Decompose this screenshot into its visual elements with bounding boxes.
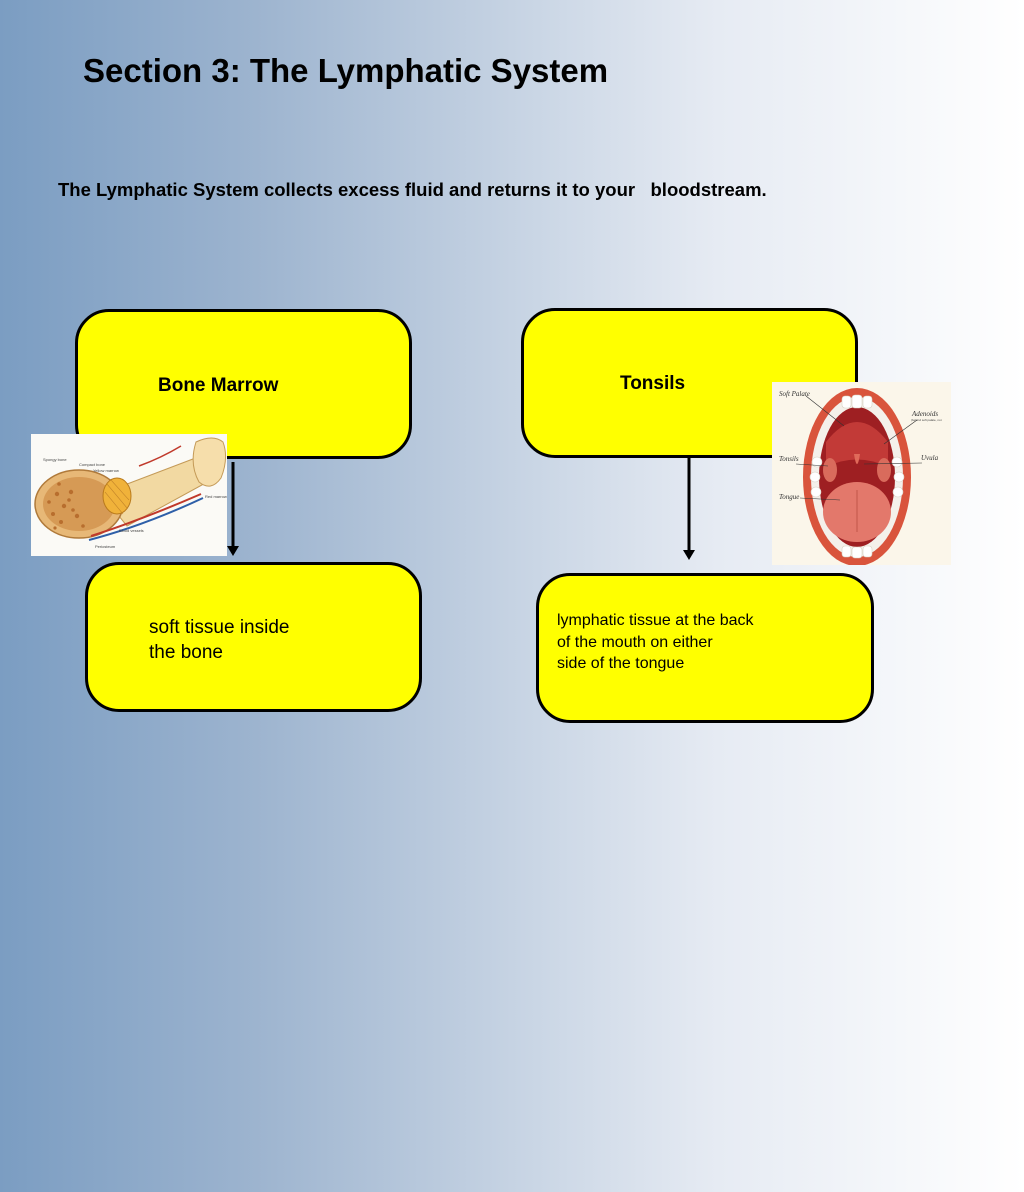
mouth-illustration bbox=[772, 382, 951, 565]
tonsils-description-box bbox=[536, 573, 874, 723]
svg-text:Compact bone: Compact bone bbox=[79, 462, 106, 467]
svg-text:Red marrow: Red marrow bbox=[205, 494, 227, 499]
svg-text:Soft Palate: Soft Palate bbox=[779, 390, 810, 398]
svg-text:Tonsils: Tonsils bbox=[779, 455, 799, 463]
svg-text:Adenoids: Adenoids bbox=[912, 410, 939, 418]
bone-marrow-arrow bbox=[226, 462, 240, 557]
page-subtitle: The Lymphatic System collects excess fluid and returns it to your bloodstream. bbox=[58, 179, 767, 200]
bone-marrow-description: soft tissue inside the bone bbox=[149, 617, 290, 663]
page-title: Section 3: The Lymphatic System bbox=[83, 52, 609, 89]
bone-marrow-heading: Bone Marrow bbox=[158, 375, 279, 396]
svg-text:Uvula: Uvula bbox=[921, 454, 939, 462]
svg-text:Yellow marrow: Yellow marrow bbox=[93, 468, 119, 473]
svg-text:Blood vessels: Blood vessels bbox=[119, 528, 144, 533]
tonsils-heading: Tonsils bbox=[620, 373, 686, 394]
bone-marrow-description-box bbox=[85, 562, 422, 712]
tonsils-description: lymphatic tissue at the back of the mouth on either side of the tongue bbox=[557, 612, 754, 672]
svg-text:Periosteum: Periosteum bbox=[95, 544, 116, 549]
svg-text:(behind soft palate, not: (behind soft palate, not bbox=[911, 418, 942, 422]
tonsils-arrow bbox=[682, 457, 696, 561]
svg-text:Tongue: Tongue bbox=[779, 493, 800, 501]
bone-illustration bbox=[31, 434, 227, 556]
svg-text:Spongy bone: Spongy bone bbox=[43, 457, 67, 462]
